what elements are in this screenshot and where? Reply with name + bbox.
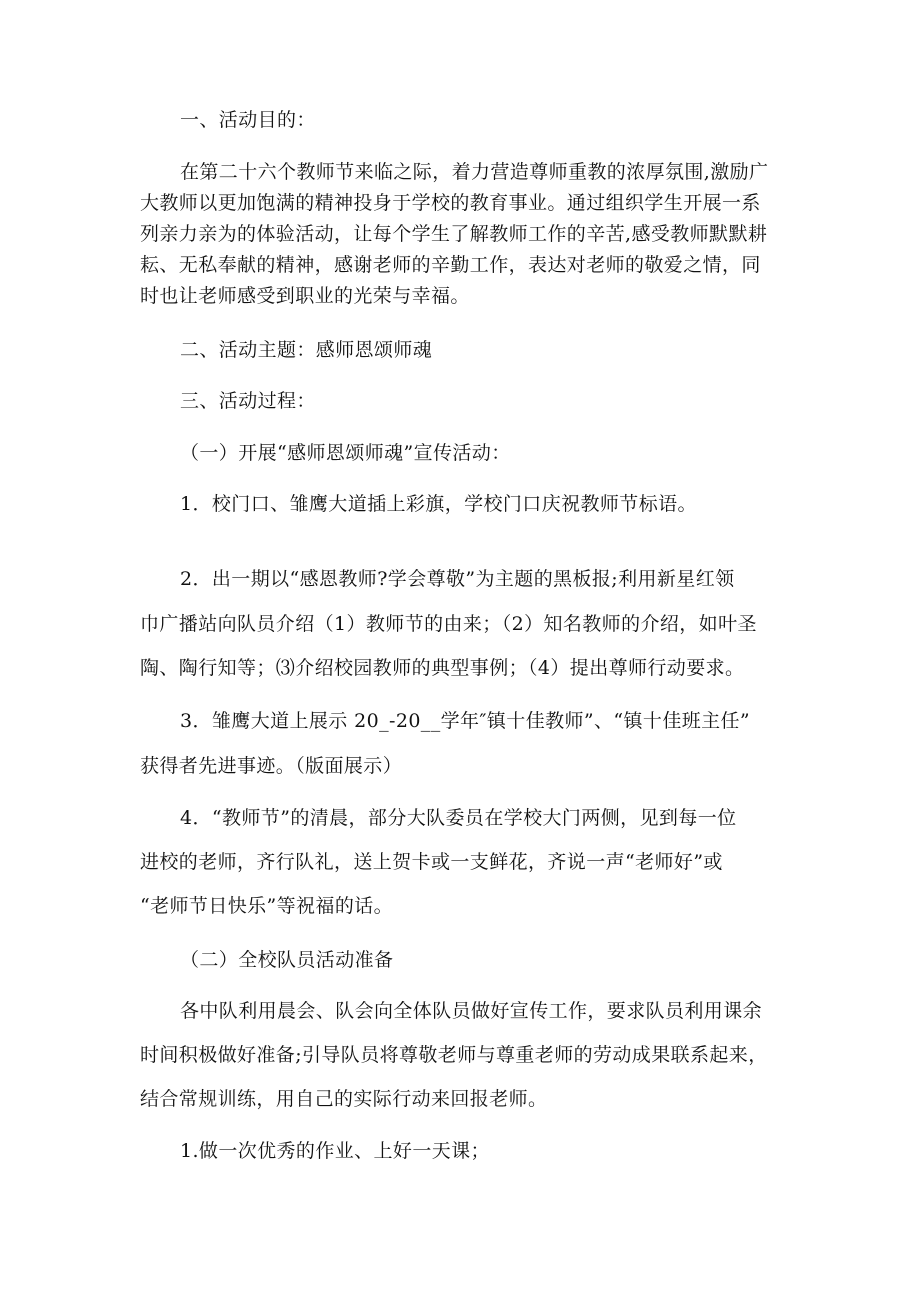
list-item-4-line: 进校的老师，齐行队礼，送上贺卡或一支鲜花，齐说一声“老师好”或 (140, 851, 723, 873)
list-item-3-line: 3．雏鹰大道上展示 20_-20__学年″镇十佳教师”、“镇十佳班主任” (180, 710, 751, 732)
paragraph-line: 结合常规训练，用自己的实际行动来回报老师。 (140, 1088, 548, 1110)
list-item-3-line: 获得者先进事迹。（版面展示） (140, 755, 403, 777)
list-item-2-line: 陶、陶行知等；⑶介绍校园教师的典型事例；（4）提出尊师行动要求。 (140, 657, 745, 679)
paragraph-line: 时间积极做好准备;引导队员将尊敬老师与尊重老师的劳动成果联系起来， (140, 1044, 768, 1066)
list-item-2-line: 2．出一期以“感恩教师?学会尊敬”为主题的黑板报;利用新星红领 (180, 568, 735, 590)
list-item-2-line: 巾广播站向队员介绍（1）教师节的由来；（2）知名教师的介绍，如叶圣 (140, 613, 757, 635)
section-heading-process: 三、活动过程： (180, 390, 316, 412)
list-item-4-line: “老师节日快乐”等祝福的话。 (140, 895, 394, 917)
paragraph-line: 在第二十六个教师节来临之际，着力营造尊师重教的浓厚氛围,激励广 (180, 161, 769, 183)
paragraph-line: 列亲力亲为的体验活动，让每个学生了解教师工作的辛苦,感受教师默默耕 (140, 223, 768, 245)
paragraph-line: 时也让老师感受到职业的光荣与幸福。 (140, 285, 470, 307)
paragraph-line: 大教师以更加饱满的精神投身于学校的教育事业。通过组织学生开展一系 (140, 192, 761, 214)
section-heading-theme: 二、活动主题：感师恩颂师魂 (180, 339, 433, 361)
subsection-heading-preparation: （二）全校队员活动准备 (180, 949, 394, 971)
preparation-item-1: 1.做一次优秀的作业、上好一天课； (180, 1140, 490, 1162)
list-item-1: 1．校门口、雏鹰大道插上彩旗，学校门口庆祝教师节标语。 (180, 493, 697, 515)
list-item-4-line: 4．“教师节”的清晨，部分大队委员在学校大门两侧，见到每一位 (180, 807, 737, 829)
paragraph-line: 耘、无私奉献的精神，感谢老师的辛勤工作，表达对老师的敬爱之情，同 (140, 254, 761, 276)
subsection-heading-publicity: （一）开展“感师恩颂师魂”宣传活动： (180, 442, 511, 464)
section-heading-purpose: 一、活动目的： (180, 109, 316, 131)
paragraph-line: 各中队利用晨会、队会向全体队员做好宣传工作，要求队员利用课余 (180, 1000, 763, 1022)
